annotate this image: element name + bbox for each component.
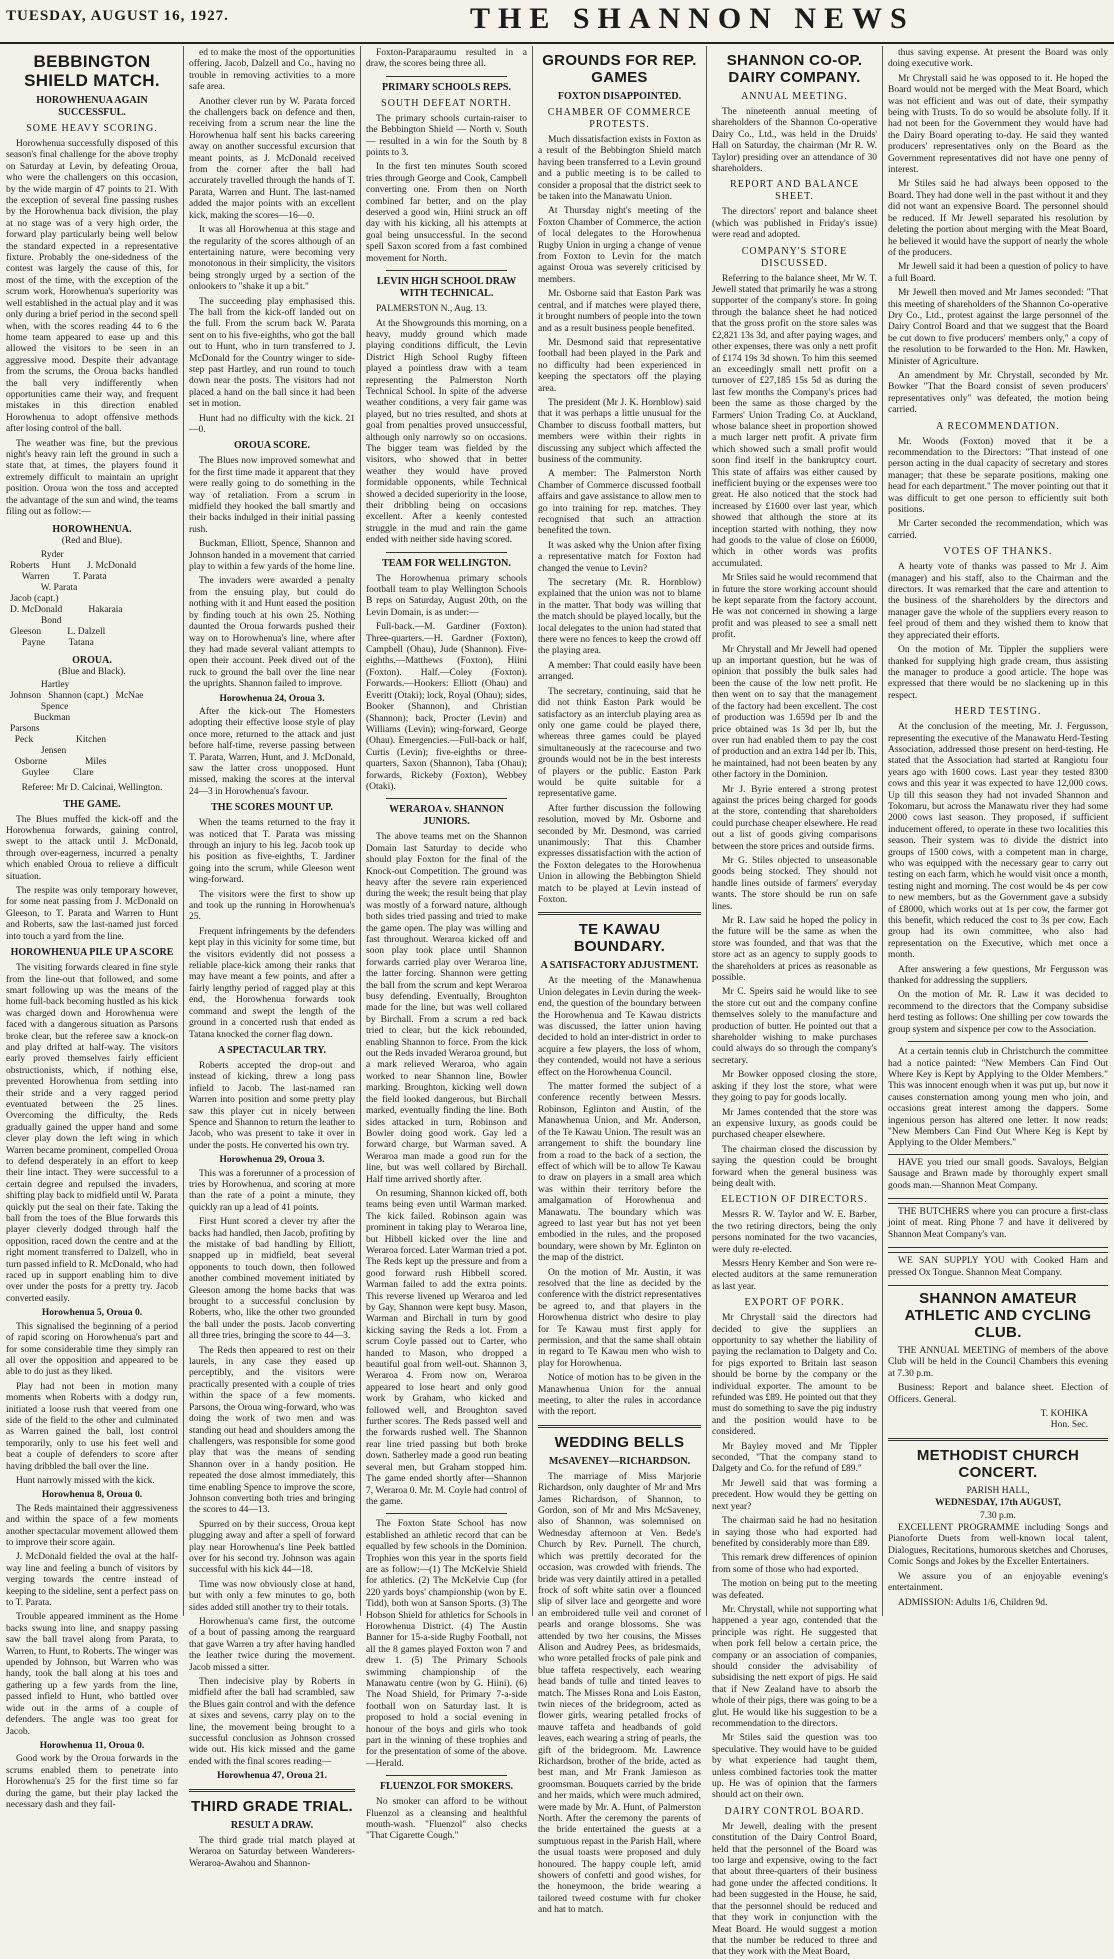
- paragraph: Mr Chrystall and Mr Jewell had opened up an important question, but he was of opinion that possibly the bulk sales had been the cause of the low nett profit. He then went on to say that the management of the factory had been excellent. The cost of production was 1.659d per lb and the price obtained was 1s 3d per lb, but the over run had enabled them to pay the cost of production and an extra 14d per lb. This, he maintained, had not been beaten by any other factory in the Dominion.: [712, 644, 877, 781]
- column-6: [888, 48, 1108, 1614]
- paragraph: After the kick-out The Homesters adopting their effective loose style of play once more, returned to the attack and just before half-time, reverse passing between T. Parata, Warren, Hunt, and J. McDonald, saw the latter cross unopposed. Hunt missed, making the scores at the interval 24—3 in Horowhenua's favour.: [189, 706, 355, 797]
- paragraph: The directors' report and balance sheet (which was published in Friday's issue) were read and adopted.: [712, 207, 877, 241]
- paragraph: The president (Mr J. K. Hornblow) said that it was perhaps a little unusual for the Chamber to discuss football matters, but members were within their rights in discussing any subject which affected the business of the community.: [538, 397, 701, 465]
- paragraph: After answering a few questions, Mr Fergusson was thanked for addressing the suppliers.: [888, 964, 1108, 987]
- paragraph: The Reds maintained their aggressiveness and within the space of a few moments another spectacular movement allowed them to improve their score again.: [6, 1503, 178, 1548]
- advert-ham: [888, 1252, 1108, 1286]
- paragraph: THE ANNUAL MEETING of members of the above Club will be held in the Council Chambers this evening at 7.30 p.m.: [888, 1346, 1108, 1379]
- advert-text: WE SAN SUPPLY YOU with Cooked Ham and pressed Ox Tongue. Shannon Meat Company.: [888, 1256, 1108, 1278]
- paragraph: Mr G. Stiles objected to unseasonable goods being stocked. They should not handle lines outside of farmers' everyday wants. The store should be run on safe lines.: [712, 855, 877, 912]
- paragraph: The chairman said he had no hesitation in saying those who had exported had benefited by considerably more than £89.: [712, 1516, 877, 1549]
- paragraph: The Reds then appeared to rest on their laurels, in any case they eased up perceptibly, and the visitors were practically presented with a couple of tries within the space of a few moments. Parsons, the Oroua wing-forward, who was doing the work of two men and was standing out head and shoulders among the challengers, was responsible for some good play that was the means of sending Shannon over in a handy position. He repeated the dose almost immediately, this time enabling Spence to improve the score, Johnson converting both tries and bringing the scores to 44—13.: [189, 1345, 355, 1516]
- paragraph: An amendment by Mr. Chrystall, seconded by Mr. Bowker "That the Board consist of seven producers' representatives only" was defeated, the motion being carried.: [888, 370, 1108, 416]
- paragraph: The Blues muffed the kick-off and the Horowhenua forwards, gaining control, swept to the attack until J. McDonald, through over-eagerness, incurred a penalty which enabled Oroua to relieve a difficult situation.: [6, 814, 178, 882]
- paragraph: The Horowhenua primary schools football team to play Wellington Schools B reps on Saturday, August 20th, on the Levin Domain, is as under:—: [366, 573, 527, 618]
- paragraph: This remark drew differences of opinion from some of those who had exported.: [712, 1553, 877, 1575]
- subhead: VOTES OF THANKS.: [943, 546, 1053, 558]
- headline-athletic-club: SHANNON AMATEUR ATHLETIC AND CYCLING CLUB.: [904, 1290, 1092, 1341]
- paragraph: Mr Jewell then moved and Mr James seconded: "That this meeting of shareholders of the Shannon Co-operative Dry Co., Ltd., protest against the large personnel of the Dairy Control Board and that we suggest that the Board be cut down to five producers' members only," a copy of the resolution to be forwarded to the Hon. Mr. Hawken, Minister of Agriculture.: [888, 288, 1108, 367]
- paragraph: It was asked why the Union after fixing a representative match for Foxton had changed the venue to Levin?: [538, 540, 701, 574]
- paragraph: Time was now obviously close at hand, but with only a few minutes to go, both sides added still another try to their totals.: [189, 1579, 355, 1613]
- paragraph: Horowhenua successfully disposed of this season's final challenge for the above trophy on Saturday at Levin, by defeating Oroua, who were the challengers on this occasion, by the wide margin of 47 points to 21. With the exception of several fine passing rushes by the Horowhenua back division, the play at no stage was of a very high order, the forward play particularly being well below the standard expected in a representative fixture. Probably the one-sidedness of the contest was largely the cause of this, for most of the time, with the exception of the scrum work, Horowhenua's superiority was well established in the actual play and it was only during a brief period in the second spell when, with the scores reading 44 to 6 the home team appeared to ease up and this allowed the visitors to be seen in an aggressive mood. Despite their advantage from the scrums, the Oroua backs handled the ball very indifferently when opportunities came their way, and frequent mistakes in this direction enabled Horowhenua to adopt offensive methods after losing control of the ball.: [6, 139, 178, 435]
- headline-concert: METHODIST CHURCH CONCERT.: [916, 1446, 1080, 1481]
- paragraph: Mr C. Speirs said he would like to see the store cut out and the company confine themselves solely to the manufacture and production of butter. He pointed out that a shareholder wishing to make purchases could always do so through the company's secretary.: [712, 987, 877, 1066]
- paragraph: Messrs R. W. Taylor and W. E. Barber, the two retiring directors, being the only persons nominated for the two vacancies, were duly re-elected.: [712, 1210, 877, 1255]
- paragraph: Horowhenua's came first, the outcome of a bout of passing among the rearguard that gave Warren a try after having handled the leather twice during the movement. Jacob missed a sitter.: [189, 1617, 355, 1673]
- paragraph: Business: Report and balance sheet. Election of Officers. General.: [888, 1383, 1108, 1405]
- paragraph: Another clever run by W. Parata forced the challengers back on defence and then, receiving from a scrum near the line the Horowhenua half sent his backs careering away on another successful excursion that meant points, as J. McDonald received from the corner after the ball had accurately travelled through the hands of T. Parata, Warren and Hunt. The last-named added the major points with an excellent kick, making the scores—16—0.: [189, 96, 355, 221]
- divider: [386, 270, 507, 271]
- paragraph: It was all Horowhenua at this stage and the regularity of the scores although of an entertaining nature, were becoming very monotonous in their simplicity, the visitors being strongly urged by a section of the onlookers to "shake it up a bit.": [189, 225, 355, 293]
- concert-date: WEDNESDAY, 17th AUGUST,: [935, 1498, 1061, 1509]
- subhead: FLUENZOL FOR SMOKERS.: [379, 1781, 514, 1793]
- paragraph: Trouble appeared imminent as the Home backs swung into line, and snappy passing saw the ball travel along from Parata, to Warren, to Hunt, to Roberts. The winger was upended by Johnson, but Warren who was handy, took the ball along at his toes and gathering up a few yards from the line, passed infield to Hunt, who battled over wide out in the arms of a couple of defenders. The angle was too great for Jacob.: [6, 1612, 178, 1737]
- paragraph: Mr Carter seconded the recommendation, which was carried.: [888, 519, 1108, 541]
- paragraph: Mr Jewell said that was forming a precedent. How would they be getting on next year?: [712, 1478, 877, 1512]
- headline-wedding: WEDDING BELLS: [554, 1433, 685, 1451]
- subhead: HOROWHENUA PILE UP A SCORE: [10, 947, 174, 959]
- paragraph: Mr Stiles said he had always been opposed to the Board. They had done well in the past without it and they did not want an expensive Board. The personnel should be reduced. If Mr Jewell separated his resolution by deleting the portion about merging with the Meat Board, he believed it would have the support of nearly the whole of the producers.: [888, 179, 1108, 258]
- score-line: Horowhenua 47, Oroua 21.: [217, 1771, 327, 1782]
- paragraph: thus saving expense. At present the Board was only doing executive work.: [888, 48, 1108, 70]
- subhead: REPORT AND BALANCE SHEET.: [730, 179, 859, 203]
- paragraph: At the conclusion of the meeting, Mr. J. Fergusson, representing the executive of the Manawatu Herd-Testing Association, addressed those present on herd-testing. He stated that the Association had started at Rangiotu four years ago with 1600 cows. Last year they tested 8300 cows and this year it was expected to have 12,000 cows. Up till this season they had not invaded Shannon and Tokomaru, but across the Manawatu river they had some 2000 cows last season. They proposed, if sufficient inducement offered, to operate in these two localities this season. Their system was to divide the district into groups of 1500 cows, with a competent man in charge, who was equipped with the necessary gear to carry out testing on each farm, which he would visit once a month, testing night and morning. The cost would be 4s per cow to new members, but as the Government gave a subsidy of £8000, which works out at 1s per cow, the farmer got this benefit, which reduced the cost to 3s per cow. Each group had its own committee, who also had representation on the Executive, which met once a month.: [888, 722, 1108, 961]
- paragraph: ed to make the most of the opportunities offering. Jacob, Dalzell and Co., having no trouble in removing activities to a more safe area.: [189, 48, 355, 93]
- paragraph: On the motion of Mr. Tippler the suppliers were thanked for supplying high grade cream, thus assisting the manager to produce a good article. The hope was expressed that there would be no slackening up in this respect.: [888, 645, 1108, 701]
- team-lineup: Ryder Roberts Hunt J. McDonald Warren T. Parata W. Parata Jacob (capt.) D. McDonald Hakaraia Bond Gleeson L. Dalzell Payne Tatana: [10, 549, 137, 648]
- divider: [888, 1438, 1108, 1441]
- divider: [386, 1775, 507, 1776]
- subhead: TEAM FOR WELLINGTON.: [382, 557, 511, 569]
- paragraph: Mr Jewell, dealing with the present constitution of the Dairy Control Board, held that the personnel of the Board was too large and expensive, owing to the fact that about three-quarters of their business had gone under the affected conditions. It had been suggested in the House, he said, that the personnel should be reduced and that they work in conjunction with the Meat Board. He would suggest a motion that the number be reduced to three and that they work with the Meat Board,: [712, 1821, 877, 1958]
- paragraph: A member: That could easily have been arranged.: [538, 660, 701, 683]
- paragraph: Mr Bowker opposed closing the store, asking if they lost the store, what were they going to pay for goods locally.: [712, 1070, 877, 1104]
- column-rule: [183, 46, 184, 1616]
- subhead: OROUA SCORE.: [233, 440, 311, 452]
- subhead: EXPORT OF PORK.: [744, 1297, 845, 1309]
- paragraph: On resuming, Shannon kicked off, both teams being even until Warman marked. The kick failed. Robinson again was prominent in taking play to Weraroa line, but Hibbell kicked over the line and Weraroa forced. Later Warman tried a pot. The Reds kept up the pressure and from a good forward rush Hibbell scored. Warman failed to add the extra points. This reverse livened up Weraroa and led by Gay, Shannon were kept busy. Mason, Warman and Birchall in turn by good kicking saving the Reds a lot. From a scrum Coyle passed out to Carter, who handed to Mason, who dropped a beautiful goal from well-out. Shannon 3, Weraroa 4. From now on, Weraroa appeared to lose heart and only good work by Graham, who kicked and followed well, and Broughton saved further scores. The Reds passed well and the forwards rushed well. The Shannon rear line tried passing but both broke down. Satherley made a good run beating several men, but Graham stopped him. The game ended shortly after—Shannon 7, Weraroa 0. Mr. M. Coyle had control of the game.: [366, 1188, 527, 1507]
- paragraph: Then indecisive play by Roberts in midfield after the ball had scrambled, saw the Blues gain control and with the defence at sixes and sevens, carry play on to the line, the movement being brought to a successful conclusion as Johnson crossed wide out. His kick missed and the game ended with the final scores reading—: [189, 1677, 355, 1767]
- subhead: HERD TESTING.: [954, 706, 1042, 718]
- masthead: [0, 0, 1114, 44]
- advert-small-goods: [888, 1154, 1108, 1199]
- advert-text: THE BUTCHERS where you can procure a first-class joint of meat. Ring Phone 7 and have it delivered by Shannon Meat Company's van.: [888, 1206, 1108, 1240]
- subhead: CHAMBER OF COMMERCE PROTESTS.: [547, 107, 692, 130]
- subhead: FOXTON DISAPPOINTED.: [557, 91, 682, 102]
- divider: [538, 912, 701, 915]
- score-line: Horowhenua 29, Oroua 3.: [219, 1155, 325, 1166]
- subhead: RESULT A DRAW.: [230, 1819, 314, 1831]
- subhead: HOROWHENUA AGAIN SUCCESSFUL.: [36, 95, 148, 118]
- subhead: A RECOMMENDATION.: [936, 420, 1060, 432]
- subhead: COMPANY'S STORE DISCUSSED.: [741, 245, 848, 269]
- subhead: THE GAME.: [63, 798, 121, 810]
- divider: [386, 1513, 507, 1514]
- paragraph: Referring to the balance sheet, Mr W. T. Jewell stated that primarily he was a strong supporter of the company's store. In going through the balance sheet he had noticed that the gross profit on the store sales was £2,821 13s 3d, and after paying wages, and other expenses, there was only a nett profit of £174 19s 3d shown. To him this seemed an exceedingly small nett profit on a turnover of £27,185 15s 5d as during the last few months the Company's prices had been the same as those charged by the Farmers' Union Trading Co. at Auckland, whose balance sheet in proportion showed a much larger nett profit. A private firm which showed such a small profit would soon find itself in the bankruptcy court. This state of affairs was either caused by inefficient buying or the expenses were too great. He also noticed that the stock had increased by £1600 over last year, which showed that although the store at its inception started with nothing, they now had goods to the value of close on £6000, which in other words was profits accumulated.: [712, 273, 877, 569]
- subhead: ANNUAL MEETING.: [741, 91, 848, 102]
- paragraph: A hearty vote of thanks was passed to Mr J. Aim (manager) and his staff, also to the Chairman and the directors. It was remarked that the care and attention to the business of the shareholders by the directors and manager gave the whole of the suppliers every reason to feel proud of them and they wished them to know that they appreciated their efforts.: [888, 562, 1108, 641]
- paragraph: Full-back.—M. Gardiner (Foxton). Three-quarters.—H. Gardner (Foxton), Campbell (Ohau), Jude (Shannon). Five-eighths.—Matthews (Foxton), Hiini (Foxton). Half.—Coley (Foxton). Forwards.—Hookers: Elliott (Ohau) and Everitt (Otaki); lock, Royal (Ohau); sides, Booker (Shannon), and Christian (Shannon); back, Procter (Levin) and Williams (Levin); wing-forward, George (Ohau). Emergencies.—Full-back or half, Curtis (Levin); five-eighths or three-quarters, Saxon (Shannon), Taba (Ohau); forwards, Rickeby (Foxton), Webbey (Otaki).: [366, 622, 527, 792]
- score-line: Horowhenua 24, Oroua 3.: [219, 693, 325, 704]
- paragraph: Roberts accepted the drop-out and instead of kicking, threw a long pass infield to Jacob. The last-named ran Warren into position and some pretty play saw this player cut in nicely between Spence and Shannon to return the leather to Jacob, who was present to take it over in under the posts. He converted his own try.: [189, 1060, 355, 1151]
- paragraph: Mr Bayley moved and Mr Tippler seconded, "That the company stand to Dalgety and Co. for the refund of £89.": [712, 1441, 877, 1475]
- team-name: HOROWHENUA.: [52, 524, 132, 536]
- paragraph: This was a forerunner of a procession of tries by Horowhenua, and scoring at more than the rate of a point a minute, they quickly ran up a lead of 41 points.: [189, 1168, 355, 1213]
- paragraph: The marriage of Miss Marjorie Richardson, only daughter of Mr and Mrs James Richardson, of Shannon, to Gordon, son of Mr and Mrs McSaveney, also of Shannon, was solemnised on Wednesday afternoon at Ven. Bede's Church by Rev. Purnell. The church, which was prettily decorated for the occasion, was crowded with friends. The bride was very daintily attired in a petalled frock of soft white satin over a flounced slip of silver lace and georgette and wore an embroidered tulle veil and coronet of pearls and orange blossoms. She was attended by two her cousins, the Misses Alison and Audrey Pees, as bridesmaids, who wore petalled frocks of pale pink and blue taffeta respectively, each wearing head bands of tulle and tinted leaves to match. The Misses Rona and Lois Easton, twin nieces of the bridegroom, acted as flower girls, wearing petalled frocks of mauve taffeta and headbands of gold leaves, each wearing a string of pearls, the gift of the bridegroom. Mr. Lawrence Richardson, brother of the bride, acted as best man, and Mr Frank Jamieson as groomsman. Bouquets carried by the bride and her maids, which were much admired, were made by Mr. A. Hunt, of Palmerston North. After the ceremony the parents of the bride entertained the guests at a sumptuous repast in the Parish Hall, where the usual toasts were proposed and duly honoured. The happy couple left, amid showers of confetti and good wishes, for the honeymoon, the bride wearing a tailored tweed costume with fur choker and hat to match.: [538, 1471, 701, 1916]
- subhead: McSAVENEY—RICHARDSON.: [548, 1455, 691, 1467]
- paragraph: The chairman closed the discussion by saying the question could be brought forward when the general business was being dealt with.: [712, 1144, 877, 1189]
- paragraph: The matter formed the subject of a conference recently between Messrs. Robinson, Eglinton and Austin, of the Manawhenua Union, and Mr. Anderson, of the Te Kawau Union. The result was an arrangement to shift the boundary line from a road to the back of a section, the effect of which will be to allow Te Kawau to draw on players in a small area which was within their territory before the amalgamation of Horowhenua and Manawatu. The boundary which was agreed to last year but has not yet been embodied in the rules, and the proposed boundary, were shown by Mr. Eglinton on the map of the district.: [538, 1082, 701, 1264]
- paragraph: First Hunt scored a clever try after the backs had handled, then Jacob, profiting by the mistake of bad handling by Elliott, snapped up in midfield, beat several opponents to touch down, then followed another combined movement initiated by Gleeson among the home backs that was brought to a successful conclusion by Roberts, who, like the other two grounded the ball under the posts. Jacob converting all three tries, bringing the score to 44—3.: [189, 1217, 355, 1342]
- paragraph: Mr Jewell said it had been a question of policy to have a full Board.: [888, 262, 1108, 284]
- column-rule: [882, 46, 883, 1616]
- team-name: OROUA.: [72, 654, 112, 666]
- column-5: [712, 48, 877, 1958]
- column-4: [538, 48, 702, 1916]
- paragraph: PALMERSTON N., Aug. 13.: [376, 304, 488, 315]
- paragraph: The invaders were awarded a penalty from the ensuing play, but could do nothing with it and Hunt eased the position by finding touch at his own 25. Nothing daunted the Oroua forwards pushed their way on to Horowhenua's line, where after they had made several valiant attempts to open their account. Peek dived out of the ruck to ground the ball over the line near the uprights. Shannon failed to improve.: [189, 576, 355, 690]
- paragraph: A member: The Palmerston North Chamber of Commerce discussed football affairs and gave assistance to allow men to go into training for rep. matches. They recognised that such an attraction benefited the town.: [538, 469, 701, 537]
- headline-te-kawau: TE KAWAU BOUNDARY.: [573, 921, 666, 956]
- paragraph: The visitors were the first to show up and took up the running in Horowhenua's 25.: [189, 889, 355, 923]
- score-line: Horowhenua 5, Oroua 0.: [41, 1308, 143, 1319]
- paragraph: No smoker can afford to be without Fluenzol as a cleansing and healthful mouth-wash. "Fluenzol" also checks "That Cigarette Cough.": [366, 1797, 527, 1842]
- subhead: A SPECTACULAR TRY.: [217, 1044, 327, 1056]
- paragraph: The nineteenth annual meeting of shareholders of the Shannon Co-operative Dairy Co., Ltd., was held in the Druids' Hall on Saturday, the chairman (Mr R. W. Taylor) presiding over an attendance of 30 shareholders.: [712, 107, 877, 175]
- paragraph: In the first ten minutes South scored tries through George and Cook, Campbell converting one. From then on North combined far better, and on the play deserved a good win, Hiini struck an off day with his kicking, all his attempts at goal being unsuccessful. In the second spell Saxon scored from a fast combined movement for North.: [366, 162, 527, 264]
- paragraph: Mr Stiles said he would recommend that in future the store working account should be kept separate from the factory account. He was not concerned in showing a large profit and was pleased to see a small nett profit.: [712, 573, 877, 641]
- concert-venue: PARISH HALL,: [966, 1485, 1030, 1496]
- signature-title: Hon. Sec.: [1050, 1420, 1088, 1431]
- signature-name: T. KOHIKA: [1040, 1409, 1088, 1420]
- paragraph: The respite was only temporary however, for some neat passing from J. McDonald on Gleeson, to T. Parata and Warren to Hunt and Roberts, saw the last-named just forced into touch a yard from the line.: [6, 886, 178, 942]
- team-colours: (Blue and Black).: [58, 666, 126, 677]
- subhead: WERAROA v. SHANNON JUNIORS.: [389, 804, 504, 828]
- column-rule: [706, 46, 707, 1616]
- headline-dairy-company: SHANNON CO-OP. DAIRY COMPANY.: [726, 52, 863, 86]
- advert-butchers: [888, 1203, 1108, 1248]
- paragraph: Mr Stiles said the question was too speculative. They would have to be guided by what experience had taught them, unless combined factories took the matter up. He was of opinion that the farmers should act on their own.: [712, 1733, 877, 1801]
- paragraph: Mr. Woods (Foxton) moved that it be a recommendation to the Directors: "That instead of one person acting in the dual capacity of secretary and stores manager; that these be separate positions, making one head for each department." The mover pointing out that it was difficult to get one person to efficiently suit both positions.: [888, 436, 1108, 516]
- headline-grounds: GROUNDS FOR REP. GAMES: [542, 52, 697, 86]
- paragraph: Spurred on by their success, Oroua kept plugging away and after a spell of forward play near Horowhenua's line Peek battled over for his second try. Johnson was again successful with his kick 44—18.: [189, 1519, 355, 1576]
- divider: [386, 798, 507, 799]
- newspaper-title: THE SHANNON NEWS: [470, 2, 915, 35]
- paragraph: When the teams returned to the fray it was noticed that T. Parata was missing through an injury to his leg. Jacob took up his position as five-eighths, T. Jardiner going into the scrum, while Gleeson went wing-forward.: [189, 818, 355, 886]
- divider: [189, 1789, 355, 1792]
- paragraph: The above teams met on the Shannon Domain last Saturday to decide who should play Foxton for the final of the Knock-out Competition. The ground was heavy after the severe rain experienced during the week; the result being that play was mostly of a forward nature, although both sides tried passing and tried to make the game open. The play was willing and fast throughout. Weraroa kicked off and soon play took place until Shannon forwards carried play over Weraroa line, the latter forcing. Shannon were getting the ball from the scrum and kept Weraroa busy defending. Eventually, Broughton made for the line, but was well collared by Birchall. From a scrum a red back tried to clear, but the kick rebounded, enabling Shannon to force. From the kick out the Reds invaded Weraroa ground, but a mark relieved Weraroa, who again worked to near Shannon line, Bowler marking. Broughton, kicking well down the field looked dangerous, but Birchall marked, eventually finding the line. Both sides attacked in turn, Robinson and Bowler doing good work. Gay led a forward charge, but Warman saved. A Weraroa man made a good run for the line, but was well collared by Birchall. Half time arrived shortly after.: [366, 832, 527, 1185]
- paragraph: J. McDonald fielded the oval at the half-way line and feeling a bunch of visitors by verging towards the centre instead of keeping to the sideline, sent a perfect pass on to T. Parata.: [6, 1552, 178, 1609]
- paragraph: Play had not been in motion many moments when Roberts with a dodgy run, initiated a loose rush that veered from one side of the field to the other and culminated as Warren gained the ball, lost control temporarily, only to use his feet well and beat a couple of defenders to score after having dribbled the ball over the line.: [6, 1381, 178, 1472]
- divider: [908, 1041, 1088, 1042]
- score-line: Horowhenua 8, Oroua 0.: [41, 1490, 143, 1501]
- paragraph: Messrs Henry Kember and Son were re-elected auditors at the same remuneration as last year.: [712, 1258, 877, 1292]
- paragraph: At the meeting of the Manawhenua Union delegates in Levin during the week-end, the question of the boundary between the Horowhenua and Te Kawau districts was discussed, the latter union having decided to hold an inter-district in order to acquire a few players, the loss of whom, they contended, would not have a serious effect on the Horowhenua Council.: [538, 976, 701, 1078]
- referee: Referee: Mr D. Calcinai, Wellington.: [21, 783, 163, 794]
- subhead: A SATISFACTORY ADJUSTMENT.: [540, 960, 699, 972]
- paragraph: This signalised the beginning of a period of rapid scoring on Horowhenua's part and for some considerable time they simply ran all over the opposition and appeared to be able to do just as they liked.: [6, 1321, 178, 1378]
- paragraph: The primary schools curtain-raiser to the Bebbington Shield — North v. South — resulted in a win for the South by 8 points to 3.: [366, 113, 527, 159]
- paragraph: Mr. Desmond said that representative football had been played in the Park and no difficulty had been experienced in keeping the spectators off the playing area.: [538, 337, 701, 394]
- paragraph: Foxton-Paraparaumu resulted in a draw, the scores being three all.: [366, 48, 527, 70]
- paragraph: EXCELLENT PROGRAMME including Songs and Pianoforte Duets from well-known local talent, Dialogues, Recitations, humorous sketches and Choruses, Comic Songs and Jokes by the Exceller Entertainers.: [888, 1523, 1108, 1568]
- headline-bebbington: BEBBINGTON SHIELD MATCH.: [24, 52, 160, 90]
- column-1: [6, 48, 178, 1810]
- paragraph: At the Showgrounds this morning, on a heavy, muddy ground which made playing conditions difficult, the Levin District High School Rugby fifteen played a pointless draw with a team representing the Palmerston North Technical School. In spite of the adverse weather conditions, a very fair game was played, but no tries resulted, and shots at goal from penalties proved unsuccessful, although only narrowly so on occasions. The bigger team was fielded by the visitors, who showed that in better weather they would have proved formidable opponents, while Technical showed a decided superiority in the loose, their dribbling being on occasions excellent. After a keenly contested struggle in the mud and rain the game ended with neither side having scored.: [366, 318, 527, 546]
- paragraph: Mr. Osborne said that Easton Park was central, and if matches were played there, it brought numbers of people into the town and as a result business people benefited.: [538, 289, 701, 334]
- paragraph: After further discussion the following resolution, moved by Mr. Osborne and seconded by Mr. Desmond, was carried unanimously: That this Chamber expresses dissatisfaction with the action of the Foxton delegates to the Horowhenua Union in allowing the Bebbington Shield match to be played at Levin instead of Foxton.: [538, 803, 701, 905]
- paragraph: The Blues now improved somewhat and for the first time made it apparent that they were really going to do something in the way of retaliation. From a scrum in midfield they hooked the ball smartly and their backs indulged in their initial passing rush.: [189, 456, 355, 535]
- score-line: Horowhenua 11, Oroua 0.: [39, 1740, 145, 1751]
- column-2: [189, 48, 355, 1869]
- paragraph: Mr R. Law said he hoped the policy in the future will be the same as when the store was founded, and that was that the store act as an agency to supply goods to the shareholders at prices as reasonable as possible.: [712, 916, 877, 984]
- headline-third-grade: THIRD GRADE TRIAL.: [190, 1797, 354, 1815]
- paragraph: The secretary (Mr. R. Hornblow) explained that the union was not to blame in the matter. That body was willing that the match should be played locally, but the local delegates to the union had stated that there were no fences to keep the crowd off the playing area.: [538, 578, 701, 657]
- concert-admission: ADMISSION: Adults 1/6, Children 9d.: [898, 1597, 1048, 1608]
- subhead: SOME HEAVY SCORING.: [26, 123, 158, 134]
- subhead: ELECTION OF DIRECTORS.: [721, 1194, 868, 1206]
- column-3: [366, 48, 527, 1842]
- paragraph: Mr J. Byrie entered a strong protest against the prices being charged for goods at the store, contending that shareholders could purchase cheaper elsewhere. He read out a list of goods giving comparisons between the store prices and outside firms.: [712, 784, 877, 852]
- column-rule: [360, 46, 361, 1616]
- paragraph: The secretary, continuing, said that he did not think Easton Park would be satisfactory as an interclub playing area as only one game could be played there, whereas three games could be played simultaneously at the racecourse and two grounds would not be in the best interests of players or the public. Easton Park would be quite suitable for a representative game.: [538, 686, 701, 800]
- paragraph: At Thursday night's meeting of the Foxton Chamber of Commerce, the action of local delegates to the Horowhenua Rugby Union in urging a change of venue from Foxton to Levin for the match against Oroua was severely criticised by members.: [538, 206, 701, 285]
- divider: [386, 552, 507, 553]
- paragraph: We assure you of an enjoyable evening's entertainment.: [888, 1571, 1108, 1594]
- paragraph: Hunt had no difficulty with the kick. 21—0.: [189, 413, 355, 435]
- paragraph: The visiting forwards cleared in fine style from the line-out that followed, and some smart following up was the means of the home full-back becoming hustled as his kick was charged down and Horowhenua were faced with a dangerous situation as Parsons broke clear, but the referee saw a knock-on and play drifted at half-way. The visitors early proved themselves fairly efficient obstructionists, which, if nothing else, prevented Horowhenua from settling into their stride and a very ragged period eventuated between the 25 lines. Overcoming the difficulty, the Reds gradually gained the upper hand and some clever play down the left wing in which Warren became prominent, compelled Oroua to defend desperately in an effort to keep their line intact. They were successful to a certain degree and repulsed the invaders, shifting play back to midfield until W. Parata quickly put the seal on their fate. Taking the ball from the toes of the Blue forwards this player cleverly dodged through half the opposition, raced down the centre and at the right moment transferred to Dalzell, who in turn passed infield to R. McDonald, who had raced up in support enabling him to dive over under the posts for a pretty try. Jacob converted easily.: [6, 963, 178, 1304]
- subhead: THE SCORES MOUNT UP.: [211, 802, 333, 814]
- paragraph: Mr Chrystall said he was opposed to it. He hoped the Board would not be merged with the Meat Board, which was not efficient and was out of date, their sympathy being with Trusts. To do so would be absolute folly. If it had not been for the Government they would have had the Dairy Board operating to-day. He said they wanted producers' representatives only on the Board as the Government representatives did not have one penny of interest.: [888, 73, 1108, 176]
- paragraph: On the motion of Mr. R. Law it was decided to recommend to the directors that the Company subsidise herd testing as follows: One shilling per cow towards the group system and sixpence per cow to the Association.: [888, 990, 1108, 1035]
- paragraph: The third grade trial match played at Weraroa on Saturday between Wanderers-Weraroa-Awahou and Shannon-: [189, 1835, 355, 1869]
- paragraph: Much dissatisfaction exists in Foxton as a result of the Bebbington Shield match having been transferred to a Levin ground and a public meeting is to be called to consider a proposal that the district seek to be taken into the Manawatu Union.: [538, 135, 701, 203]
- column-rule: [532, 46, 533, 1616]
- paragraph: On the motion of Mr. Austin, it was resolved that the line as decided by the conference with the district representatives be agreed to, and that players in the Horowhenua district who desire to play for Te Kawau must first apply for permission, and that the same shall obtain in regard to Te Kawau men who wish to play for Horowhenua.: [538, 1267, 702, 1369]
- issue-date: TUESDAY, AUGUST 16, 1927.: [6, 8, 229, 24]
- advert-text: HAVE you tried our small goods. Savaloys, Belgian Sausage and Brawn made by thoroughly expert small goods man.—Shannon Meat Company.: [888, 1157, 1108, 1191]
- paragraph: The weather was fine, but the previous night's heavy rain left the ground in such a state that, at times, the players found it extremely difficult to maintain an upright position. Oroua won the toss and accepted the advantage of the sun and wind, the teams filing out as follow:—: [6, 438, 178, 517]
- divider: [386, 76, 507, 77]
- subhead: SOUTH DEFEAT NORTH.: [381, 97, 512, 109]
- paragraph: The Foxton State School has now established an athletic record that can be equalled by few schools in the Dominion. Trophies won this year in the sports field are as follow:—(1) The McKelvie Shield for athletics. (2) The McKelvie Cup (for 220 yards boys' championship (won by E. Tidd), both won at Sanson Sports. (3) The Hobson Shield for athletics for Schools in Horowhenua District. (4) The Austin Banner for 15-a-side Rugby Football, not all the 8 games played Foxton won 7 and drew 1. (5) The Primary Schools swimming championship of the Manawatu centre (won by G. Hiini). (6) The Noad Shield, for Primary 7-a-side football won on Saturday last. It is proposed to hold a social evening in honour of the boys and girls who took part in the winning of these trophies and for the presentation of some of the above.—Herald.: [366, 1519, 527, 1769]
- subhead: DAIRY CONTROL BOARD.: [724, 1805, 865, 1817]
- paragraph: Mr James contended that the store was an expensive luxury, as goods could be purchased cheaper elsewhere.: [712, 1107, 877, 1141]
- subhead: LEVIN HIGH SCHOOL DRAW WITH TECHNICAL.: [376, 276, 517, 300]
- team-colours: (Red and Blue).: [61, 536, 123, 547]
- paragraph: The succeeding play emphasised this. The ball from the kick-off landed out on the full. From the scrum back W. Parata sent on to his five-eighths, who got the ball out to Hunt, who in turn transferred to J. McDonald for the Country winger to side-step past Hartley, and run round to touch down near the posts. The visitors had not placed a hand on the ball since it had been set in motion.: [189, 296, 355, 410]
- paragraph: Mr. Chrystall, while not supporting what happened a year ago, contended that the principle was right. He suggested that when pork fell below a certain price, the company or an association of companies, should consider the advisability of subsidising the nett export of pigs. He said that if New Zealand have to absorb the whole of their pigs, there was going to be a glut. He would like his suggestion to be a recommendation to the directors.: [712, 1604, 877, 1729]
- concert-time: 7.30 p.m.: [980, 1510, 1016, 1521]
- paragraph: Hunt narrowly missed with the kick.: [16, 1475, 155, 1486]
- paragraph: The motion on being put to the meeting was defeated.: [712, 1579, 877, 1601]
- subhead: PRIMARY SCHOOLS REPS.: [381, 81, 511, 93]
- team-lineup: Hartley Johnson Shannon (capt.) McNae Spence Buckman Parsons Peck Kitchen Jensen Osborne Miles Guylee Clare: [10, 680, 144, 779]
- paragraph: Notice of motion has to be given in the Manawhenua Union for the annual meeting, to alter the rules in accordance with the report.: [538, 1373, 701, 1418]
- paragraph: Frequent infringements by the defenders kept play in this vicinity for some time, but the visitors evidently did not possess a reliable place-kick among their ranks that may have meant a few points, and after a fairly lengthy period of ragged play at this end, the Horowhenua forwards took command and swept the length of the ground in a concerted rush that ended as Tatana knocked the corner flag down.: [189, 926, 355, 1040]
- paragraph: Buckman, Elliott, Spence, Shannon and Johnson handed in a movement that carried play to within a few yards of the home line.: [189, 539, 355, 573]
- paragraph: At a certain tennis club in Christchurch the committee had a notice painted: "New Members Can Find Out Where Key is Kept by Applying to the Older Members." This was innocent enough when it was put up, but now it causes consternation among young men who join, and occasions great interest among the dappers. Some ingenious person has altered one letter. It now reads: "New Members Can Find Out Where Keg is Kept by Applying to the Older Members.": [888, 1047, 1108, 1149]
- paragraph: Mr Chrystall said the directors had decided to give the suppliers an opportunity to say whether the liability of paying the reclamation to Dalgety and Co. for pigs exported to Britain last season should be borne by the company or the individual exporter. The amount to be refunded was £89. He pointed out that they must do something to save the pig industry and the position would have to be considered.: [712, 1313, 877, 1438]
- paragraph: Good work by the Oroua forwards in the scrums enabled them to penetrate into Horowhenua's 25 for the first time so far during the game, but their play lacked the necessary dash and they fail-: [6, 1754, 178, 1810]
- divider: [538, 1425, 701, 1428]
